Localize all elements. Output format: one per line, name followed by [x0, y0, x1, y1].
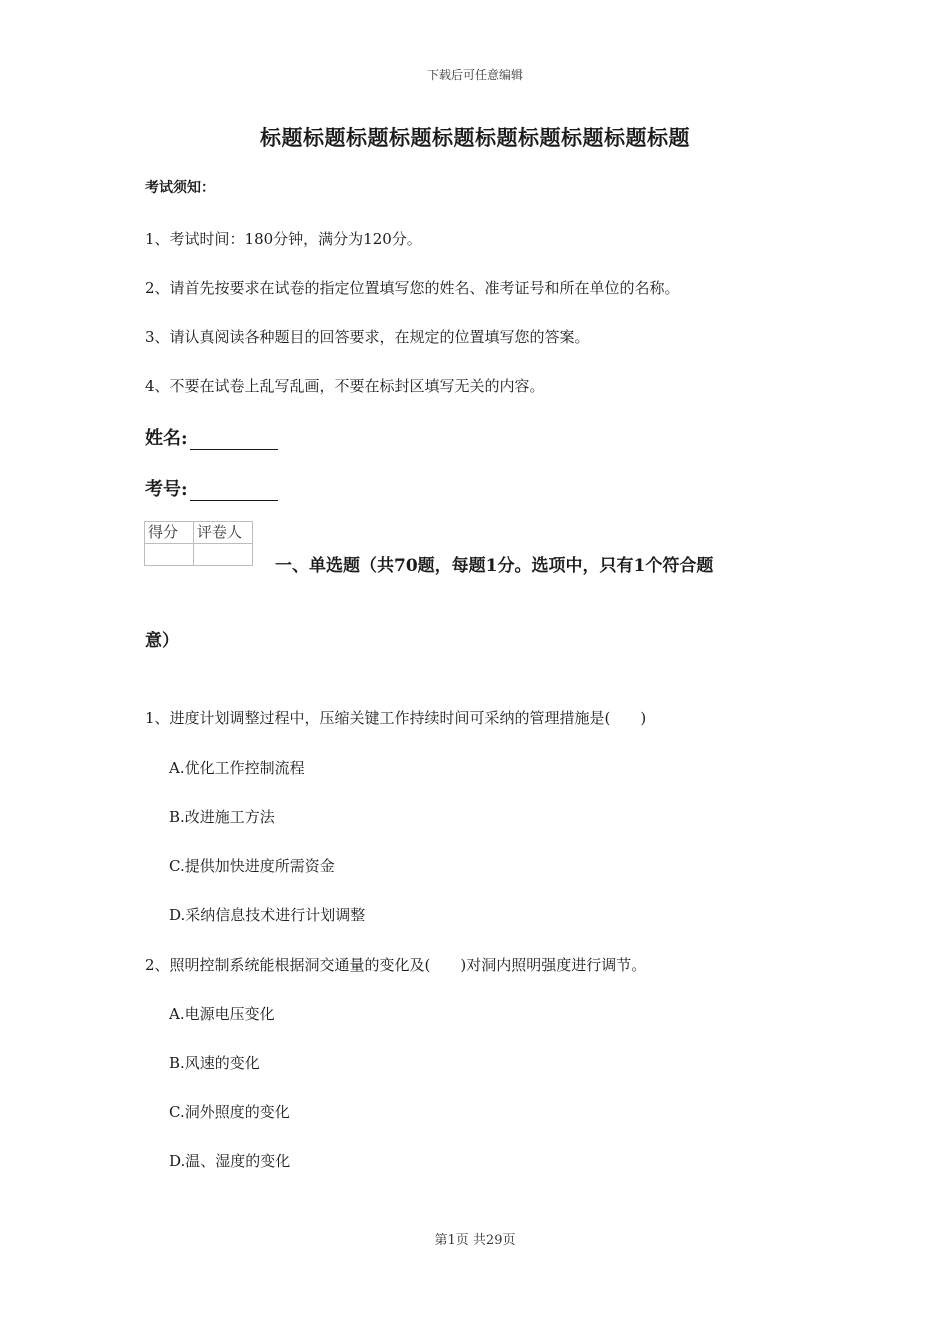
notice-heading: 考试须知：: [145, 180, 215, 196]
question-1-option-b: B.改进施工方法: [169, 808, 275, 826]
question-1-option-c: C.提供加快进度所需资金: [169, 857, 335, 875]
score-table-entry-row: [145, 544, 253, 566]
grader-cell[interactable]: [194, 544, 253, 566]
section-title-line2: 意）: [145, 631, 179, 651]
page-footer: 第1页 共29页: [434, 1233, 516, 1248]
exam-id-field: [145, 475, 278, 501]
name-label: 姓名:: [145, 428, 188, 449]
name-blank[interactable]: [190, 431, 278, 450]
notice-item: 3、请认真阅读各种题目的回答要求，在规定的位置填写您的答案。: [145, 328, 590, 346]
notice-item: 1、考试时间：180分钟，满分为120分。: [145, 230, 422, 248]
score-table: [144, 521, 253, 566]
grader-header: 评卷人: [194, 522, 253, 544]
score-table-header-row: [145, 522, 253, 544]
question-1-option-a: A.优化工作控制流程: [169, 759, 305, 777]
score-header: 得分: [145, 522, 194, 544]
exam-id-blank[interactable]: [190, 482, 278, 501]
section-title-line1: 一、单选题（共70题，每题1分。选项中，只有1个符合题: [275, 556, 714, 576]
question-2-option-b: B.风速的变化: [169, 1054, 260, 1072]
question-1-option-d: D.采纳信息技术进行计划调整: [169, 906, 366, 924]
question-1: 1、进度计划调整过程中，压缩关键工作持续时间可采纳的管理措施是( ): [145, 709, 647, 727]
question-2: 2、照明控制系统能根据洞交通量的变化及( )对洞内照明强度进行调节。: [145, 956, 647, 974]
notice-item: 2、请首先按要求在试卷的指定位置填写您的姓名、准考证号和所在单位的名称。: [145, 279, 680, 297]
question-2-option-a: A.电源电压变化: [169, 1005, 275, 1023]
header-note: 下载后可任意编辑: [426, 68, 523, 82]
question-2-option-c: C.洞外照度的变化: [169, 1103, 290, 1121]
notice-item: 4、不要在试卷上乱写乱画，不要在标封区填写无关的内容。: [145, 377, 545, 395]
score-cell[interactable]: [145, 544, 194, 566]
document-title: 标题标题标题标题标题标题标题标题标题标题: [260, 125, 690, 150]
name-field: [145, 424, 278, 450]
question-2-option-d: D.温、湿度的变化: [169, 1152, 291, 1170]
exam-id-label: 考号:: [145, 479, 188, 500]
